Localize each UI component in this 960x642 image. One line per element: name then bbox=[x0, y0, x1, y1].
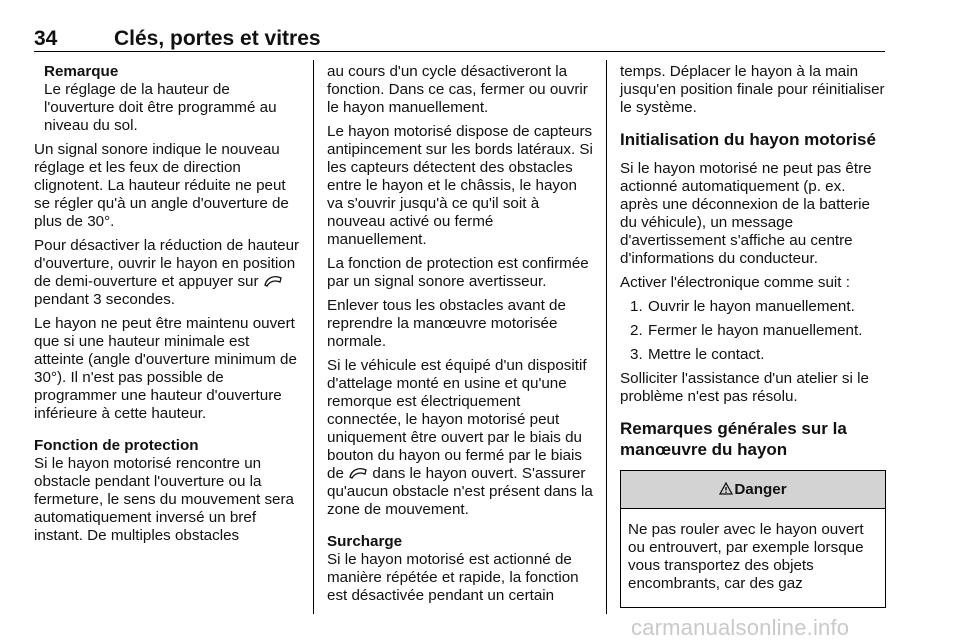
paragraph bbox=[34, 237, 300, 309]
paragraph bbox=[327, 357, 593, 519]
list-item bbox=[620, 322, 886, 340]
step-number: 1. bbox=[630, 298, 643, 315]
warning-triangle-icon bbox=[719, 472, 733, 485]
tailgate-key-icon bbox=[348, 466, 368, 480]
paragraph-text: dans le hayon ouvert. S'assurer qu'aucun obstacle n'est présent dans la zone de mouvement. bbox=[327, 465, 593, 518]
column-3 bbox=[620, 63, 886, 608]
column-divider bbox=[606, 60, 607, 614]
paragraph: Le hayon motorisé dispose de capteurs antipincement sur les bords latéraux. Si les capteurs détectent des obstacles entre le hayon et le châssis, le hayon va s'ouvrir jusqu'à ce qu'il soit à nouveau activé ou fermé manuellement. bbox=[327, 123, 593, 248]
section-heading: Remarques générales sur la manœuvre du hayon bbox=[620, 419, 847, 459]
paragraph: au cours d'un cycle désactiveront la fonction. Dans ce cas, fermer ou ouvrir le hayon manuellement. bbox=[327, 63, 588, 116]
step-text: Ouvrir le hayon manuellement. bbox=[648, 298, 855, 315]
column-1 bbox=[34, 63, 300, 551]
page-title: Clés, portes et vitres bbox=[114, 27, 321, 50]
danger-header bbox=[621, 471, 885, 509]
paragraph: La fonction de protection est confirmée par un signal sonore avertisseur. bbox=[327, 255, 589, 290]
list-item bbox=[620, 298, 886, 316]
paragraph: Si le hayon motorisé est actionné de manière répétée et rapide, la fonction est désactivée pendant un certain bbox=[327, 551, 579, 604]
step-number: 2. bbox=[630, 322, 643, 339]
paragraph-text: pendant 3 secondes. bbox=[34, 291, 176, 308]
tailgate-key-icon bbox=[263, 274, 283, 288]
danger-box bbox=[620, 470, 886, 608]
paragraph-text: Pour désactiver la réduction de hauteur d'ouverture, ouvrir le hayon en position de demi-ouverture et appuyer sur bbox=[34, 237, 300, 290]
note-title: Remarque bbox=[44, 63, 119, 80]
watermark: carmanualsonline.info bbox=[631, 615, 850, 640]
paragraph: Solliciter l'assistance d'un atelier si le problème n'est pas résolu. bbox=[620, 370, 869, 405]
paragraph: Le hayon ne peut être maintenu ouvert que si une hauteur minimale est atteinte (angle d'ouverture minimum de 30°). Il n'est pas possible de programmer une hauteur d'ouverture inférieure à cette hauteur. bbox=[34, 315, 297, 422]
note-block bbox=[34, 63, 300, 135]
column-2 bbox=[327, 63, 593, 611]
note-text: Le réglage de la hauteur de l'ouverture doit être programmé au niveau du sol. bbox=[44, 81, 277, 134]
paragraph: Si le hayon motorisé ne peut pas être actionné automatiquement (p. ex. après une déconnexion de la batterie du véhicule), un message d'avertissement s'affiche au centre d'informations du conducteur. bbox=[620, 160, 872, 267]
section-subtitle: Surcharge bbox=[327, 533, 403, 550]
page-number: 34 bbox=[34, 27, 58, 50]
step-text: Fermer le hayon manuellement. bbox=[648, 322, 863, 339]
section-subtitle: Fonction de protection bbox=[34, 437, 199, 454]
paragraph-text: Si le véhicule est équipé d'un dispositif d'attelage monté en usine et qu'une remorque est électriquement connectée, le hayon motorisé peut uniquement être ouvert par le biais du bouton du hayon ou fermé par le biais de bbox=[327, 357, 587, 482]
page-header bbox=[34, 27, 884, 53]
step-number: 3. bbox=[630, 346, 643, 363]
header-rule bbox=[34, 51, 885, 52]
paragraph: Activer l'électronique comme suit : bbox=[620, 274, 850, 291]
paragraph: Enlever tous les obstacles avant de reprendre la manœuvre motorisée normale. bbox=[327, 297, 566, 350]
paragraph: temps. Déplacer le hayon à la main jusqu'en position finale pour réinitialiser le système. bbox=[620, 63, 885, 116]
danger-title: Danger bbox=[734, 481, 787, 498]
list-item bbox=[620, 346, 886, 364]
section-heading: Initialisation du hayon motorisé bbox=[620, 130, 876, 149]
paragraph: Un signal sonore indique le nouveau réglage et les feux de direction clignotent. La hauteur réduite ne peut se régler qu'à un angle d'ouverture de plus de 30°. bbox=[34, 141, 289, 230]
column-divider bbox=[313, 60, 314, 614]
steps-list bbox=[620, 298, 886, 364]
paragraph: Si le hayon motorisé rencontre un obstacle pendant l'ouverture ou la fermeture, le sens du mouvement sera automatiquement inversé un bref instant. De multiples obstacles bbox=[34, 455, 294, 544]
step-text: Mettre le contact. bbox=[648, 346, 765, 363]
danger-text: Ne pas rouler avec le hayon ouvert ou entrouvert, par exemple lorsque vous transportez des objets encombrants, car des gaz bbox=[628, 521, 864, 592]
